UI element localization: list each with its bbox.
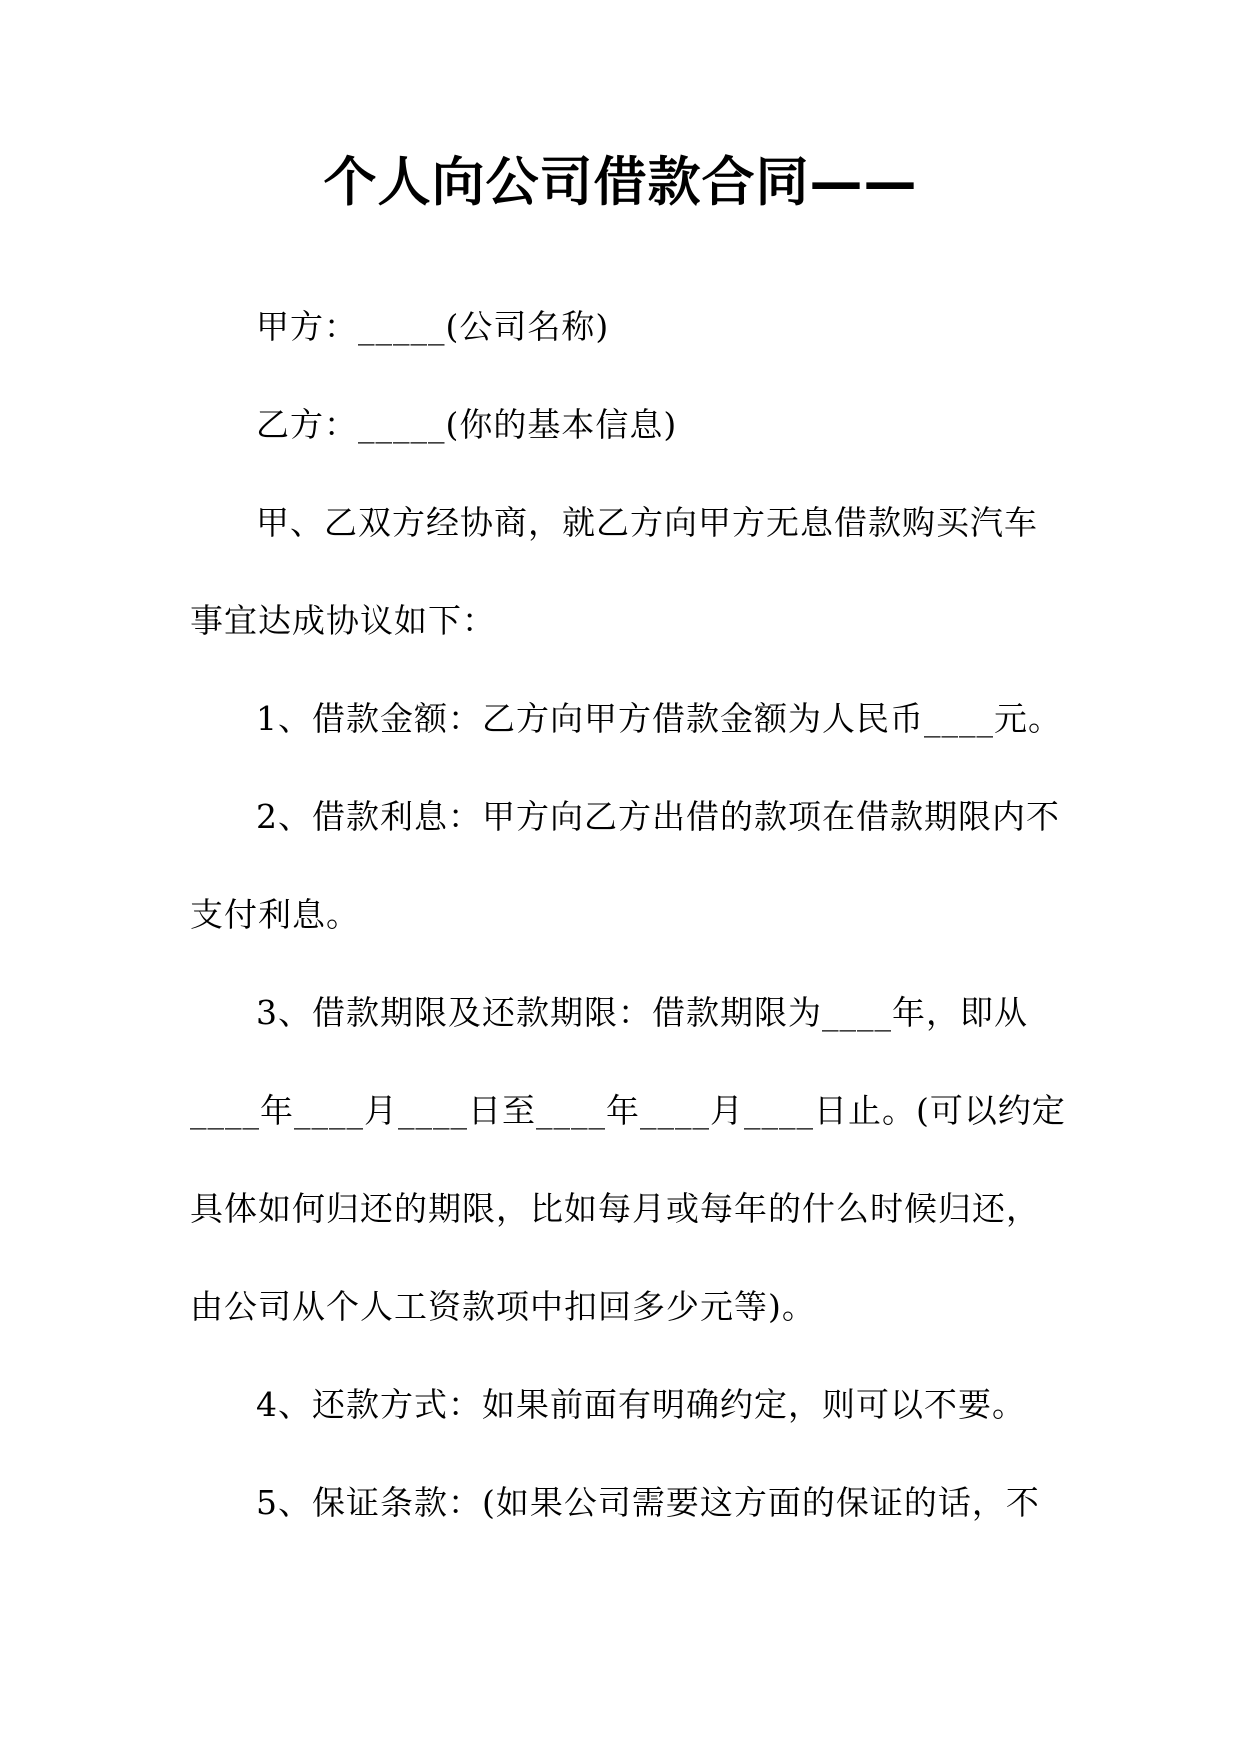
clause-2-interest-line-2: 支付利息。 (190, 895, 360, 934)
party-a-line: 甲方：_____(公司名称) (256, 307, 610, 346)
clause-4-repayment-method: 4、还款方式：如果前面有明确约定，则可以不要。 (256, 1385, 1026, 1424)
clause-2-interest-line-1: 2、借款利息：甲方向乙方出借的款项在借款期限内不 (256, 797, 1060, 836)
document-body (190, 302, 1066, 1576)
clause-3-term-line-1: 3、借款期限及还款期限：借款期限为____年，即从 (256, 993, 1028, 1032)
document-title: 个人向公司借款合同—— (323, 152, 918, 213)
clause-3-term-line-4: 由公司从个人工资款项中扣回多少元等)。 (190, 1287, 816, 1326)
preamble-line-1: 甲、乙双方经协商，就乙方向甲方无息借款购买汽车 (256, 503, 1038, 542)
party-b-line: 乙方：_____(你的基本信息) (256, 405, 678, 444)
clause-1-loan-amount: 1、借款金额：乙方向甲方借款金额为人民币____元。 (256, 699, 1062, 738)
clause-5-guarantee: 5、保证条款：(如果公司需要这方面的保证的话，不 (256, 1483, 1040, 1522)
clause-3-term-line-2: ____年____月____日至____年____月____日止。(可以约定 (190, 1091, 1066, 1130)
clause-3-term-line-3: 具体如何归还的期限，比如每月或每年的什么时候归还， (190, 1189, 1040, 1228)
preamble-line-2: 事宜达成协议如下： (190, 601, 496, 640)
